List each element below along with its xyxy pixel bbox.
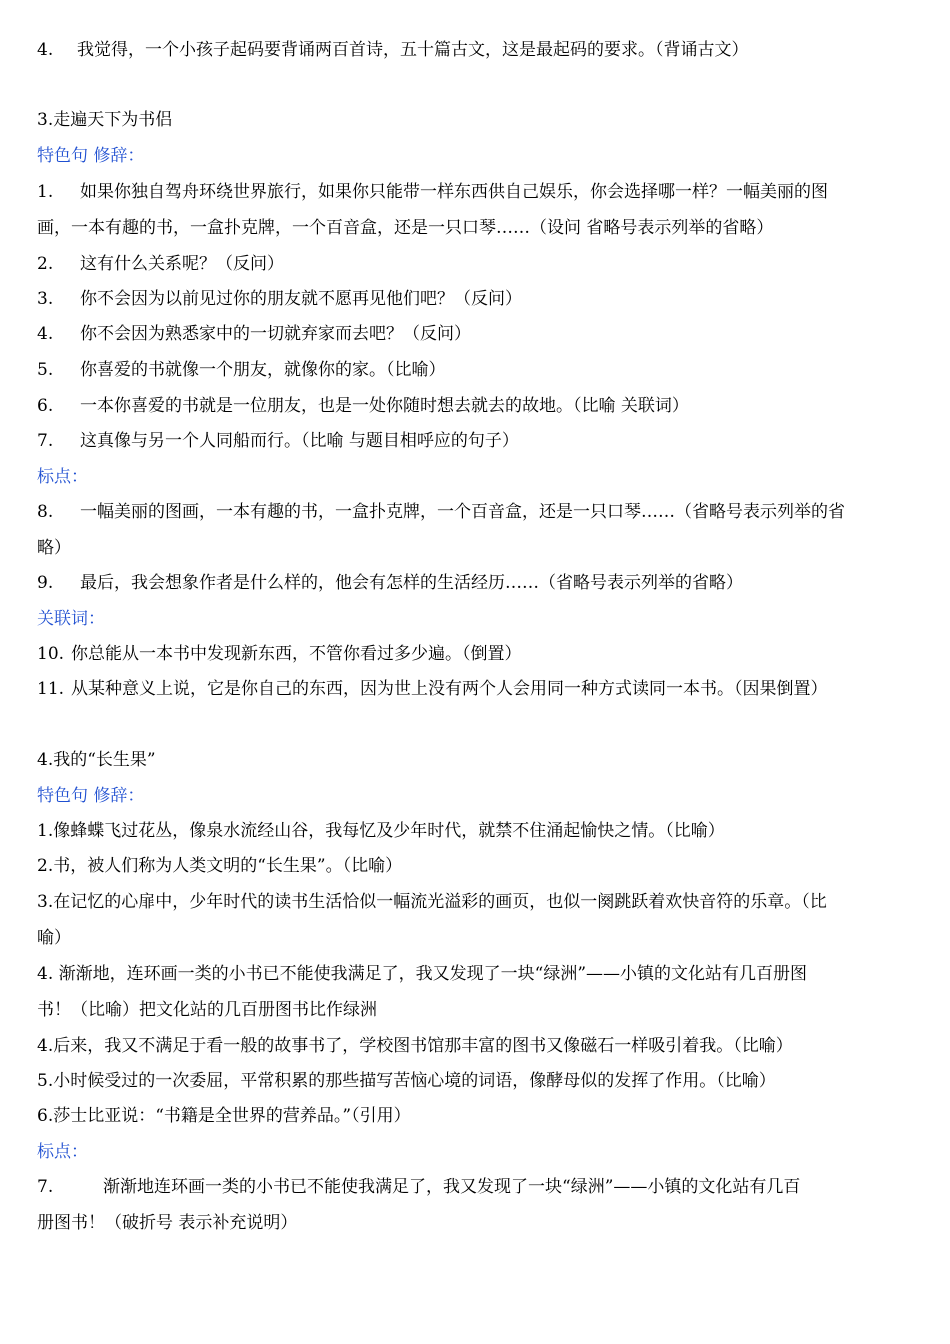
- list-item-continuation: 书！（比喻）把文化站的几百册图书比作绿洲: [37, 1000, 377, 1020]
- list-item: 5.小时候受过的一次委屈，平常积累的那些描写苦恼心境的词语，像酵母似的发挥了作用。（比喻）: [37, 1071, 776, 1091]
- section-title: 3.走遍天下为书侣: [37, 110, 173, 130]
- list-item: 4. 渐渐地，连环画一类的小书已不能使我满足了，我又发现了一块“绿洲”——小镇的文化站有几百册图: [37, 964, 808, 984]
- category-label-punctuation: 标点：: [37, 1142, 88, 1162]
- list-item: 4. 你不会因为熟悉家中的一切就弃家而去吧？（反问）: [37, 324, 471, 344]
- list-item: 4. 我觉得，一个小孩子起码要背诵两百首诗，五十篇古文，这是最起码的要求。（背诵古文）: [37, 40, 749, 60]
- category-label-punctuation: 标点：: [37, 467, 88, 487]
- section-title: 4.我的“长生果”: [37, 750, 156, 770]
- list-item: 1. 如果你独自驾舟环绕世界旅行，如果你只能带一样东西供自己娱乐，你会选择哪一样？一幅美丽的图: [37, 182, 828, 202]
- list-item: 7. 这真像与另一个人同船而行。（比喻 与题目相呼应的句子）: [37, 431, 519, 451]
- list-item: 9. 最后，我会想象作者是什么样的，他会有怎样的生活经历……（省略号表示列举的省略）: [37, 573, 743, 593]
- category-label-conjunctions: 关联词：: [37, 609, 105, 629]
- list-item: 7. 渐渐地连环画一类的小书已不能使我满足了，我又发现了一块“绿洲”——小镇的文化站有几百: [37, 1177, 801, 1197]
- list-item: 6. 一本你喜爱的书就是一位朋友，也是一处你随时想去就去的故地。（比喻 关联词）: [37, 396, 689, 416]
- list-item: 10. 你总能从一本书中发现新东西，不管你看过多少遍。（倒置）: [37, 644, 522, 664]
- list-item-continuation: 画，一本有趣的书，一盒扑克牌，一个百音盒，还是一只口琴……（设问 省略号表示列举的省略）: [37, 218, 774, 238]
- list-item: 11. 从某种意义上说，它是你自己的东西，因为世上没有两个人会用同一种方式读同一本书。（因果倒置）: [37, 679, 828, 699]
- list-item: 3. 你不会因为以前见过你的朋友就不愿再见他们吧？（反问）: [37, 289, 522, 309]
- list-item: 1.像蜂蝶飞过花丛，像泉水流经山谷，我每忆及少年时代，就禁不住涌起愉快之情。（比喻）: [37, 821, 725, 841]
- category-label-rhetoric: 特色句 修辞：: [37, 146, 145, 166]
- category-label-rhetoric: 特色句 修辞：: [37, 786, 145, 806]
- list-item: 6.莎士比亚说：“书籍是全世界的营养品。”（引用）: [37, 1106, 411, 1126]
- list-item-continuation: 喻）: [37, 928, 71, 948]
- list-item-continuation: 略）: [37, 538, 71, 558]
- list-item: 2. 这有什么关系呢？（反问）: [37, 254, 284, 274]
- list-item: 8. 一幅美丽的图画，一本有趣的书，一盒扑克牌，一个百音盒，还是一只口琴……（省略号表示列举的省: [37, 502, 845, 522]
- list-item-continuation: 册图书！（破折号 表示补充说明）: [37, 1213, 298, 1233]
- list-item: 3.在记忆的心扉中，少年时代的读书生活恰似一幅流光溢彩的画页，也似一阕跳跃着欢快音符的乐章。（比: [37, 892, 827, 912]
- list-item: 2.书，被人们称为人类文明的“长生果”。（比喻）: [37, 856, 403, 876]
- list-item: 4.后来，我又不满足于看一般的故事书了，学校图书馆那丰富的图书又像磁石一样吸引着我。（比喻）: [37, 1036, 793, 1056]
- list-item: 5. 你喜爱的书就像一个朋友，就像你的家。（比喻）: [37, 360, 446, 380]
